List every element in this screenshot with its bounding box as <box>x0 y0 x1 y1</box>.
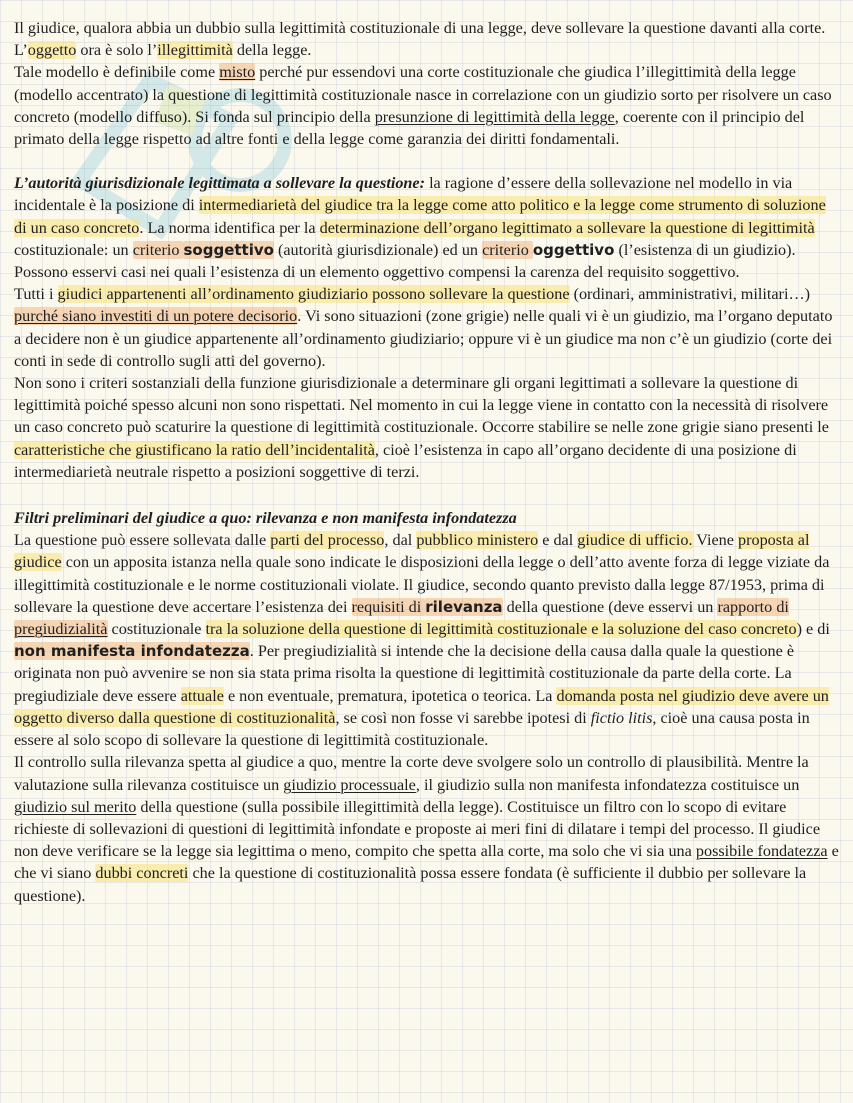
highlight: criterio <box>132 240 184 259</box>
underline: possibile fondatezza <box>695 842 828 861</box>
highlight: misto <box>219 63 256 82</box>
highlight: pubblico ministero <box>416 531 539 550</box>
paragraph-autorita: L’autorità giurisdizionale legittimata a sollevare la questione: la ragione d’essere della sollevazione nel modello in via incidentale è la posizione di intermediarietà del giudice tra la legge come atto politico e la legge come strumento di soluzione di un caso concreto. La norma identifica per la determinazione dell’organo legittimato a sollevare la questione di legittimità costituzionale: un criterio soggettivo (autorità giurisdizionale) ed un criterio oggettivo (l’esistenza di un giudizio). Possono esservi casi nei quali l’esistenza di un elemento oggettivo compensi la carenza del requisito soggettivo. <box>14 174 826 282</box>
highlight: tra la soluzione della questione di legittimità costituzionale e la soluzione del caso concreto <box>205 620 797 639</box>
paragraph-filtri-heading <box>14 507 842 529</box>
underline: giudizio processuale <box>283 775 416 794</box>
highlight: proposta al giudice <box>14 531 810 572</box>
highlight-bold: soggettivo <box>183 240 274 259</box>
underline: giudizio sul merito <box>14 797 137 816</box>
highlight-bold: non manifesta infondatezza <box>14 642 250 661</box>
highlight: parti del processo <box>270 531 385 550</box>
highlight: dubbi concreti <box>95 864 189 883</box>
highlight: attuale <box>180 686 224 705</box>
highlight: illegittimità <box>157 41 233 60</box>
highlight: requisiti di <box>351 597 426 616</box>
highlight: oggetto <box>27 41 77 60</box>
paragraph-criteri: Non sono i criteri sostanziali della funzione giurisdizionale a determinare gli organi legittimati a sollevare la questione di legittimità poiché spesso alcuni non sono rispettati. Nel momento in cui la legge viene in contatto con la necessità di risolvere un caso concreto può scaturire la questione di legittimità costituzionale. Occorre stabilire se nelle zone grigie siano presenti le caratteristiche che giustificano la ratio dell’incidentalità, cioè l’esistenza in capo all’organo decidente di una posizione di intermediarietà neutrale rispetto a posizioni soggettive di terzi. <box>14 374 829 481</box>
highlight: pregiudizialità <box>14 620 108 639</box>
highlight: giudici appartenenti all’ordinamento giudiziario possono sollevare la questione <box>57 285 570 304</box>
section-heading: L’autorità giurisdizionale legittimata a sollevare la questione: <box>14 174 426 193</box>
highlight: rapporto di <box>717 597 789 616</box>
paragraph-modello-misto: Tale modello è definibile come misto perché pur essendovi una corte costituzionale che giudica l’illegittimità della legge (modello accentrato) la questione di legittimità costituzionale nasce in correlazione con un giudizio sorto per risolvere un caso concreto (modello diffuso). Si fonda sul principio della presunzione di legittimità della legge, coerente con il principio del primato della legge rispetto ad altre fonti e della legge come garanzia dei diritti fondamentali. <box>14 63 832 149</box>
section-heading: Filtri preliminari del giudice a quo: rilevanza e non manifesta infondatezza <box>14 509 517 528</box>
italic-term: fictio litis <box>590 708 653 727</box>
paragraph-giudici: Tutti i giudici appartenenti all’ordinamento giudiziario possono sollevare la questione (ordinari, amministrativi, militari…) purché siano investiti di un potere decisorio. Vi sono situazioni (zone grigie) nelle quali vi è un giudizio, ma l’organo deputato a decidere non è un giudice appartenente all’ordinamento giudiziario; oppure vi è un giudice ma non c’è un giudizio (corte dei conti in sede di controllo sugli atti del governo). <box>14 285 833 370</box>
paragraph-filtri: La questione può essere sollevata dalle parti del processo, dal pubblico ministero e dal giudice di ufficio. Viene proposta al giudice con un apposita istanza nella quale sono indicate le disposizioni della legge o dell’atto avente forza di legge viziate da illegittimità costituzionale e le norme costituzionali violate. Il giudice, secondo quanto previsto dalla legge 87/1953, prima di sollevare la questione deve accertare l’esistenza dei requisiti di rilevanza della questione (deve esservi un rapporto di pregiudizialità costituzionale tra la soluzione della questione di legittimità costituzionale e la soluzione del caso concreto) e di non manifesta infondatezza. Per pregiudizialità si intende che la decisione della causa dalla quale la questione è originata non può avvenire se non sia stata prima risolta la questione di legittimità costituzionale da parte della corte. La pregiudiziale deve essere attuale e non eventuale, prematura, ipotetica o teorica. La domanda posta nel giudizio deve avere un oggetto diverso dalla questione di costituzionalità, se così non fosse vi sarebbe ipotesi di fictio litis, cioè una causa posta in essere al solo scopo di sollevare la questione di legittimità costituzionale. <box>14 531 830 750</box>
underline: presunzione di legittimità della legge <box>374 107 615 126</box>
highlight: caratteristiche che giustificano la ratio dell’incidentalità <box>14 440 375 459</box>
paragraph-intro: Il giudice, qualora abbia un dubbio sulla legittimità costituzionale di una legge, deve sollevare la questione davanti alla corte. L’oggetto ora è solo l’illegittimità della legge. <box>14 19 826 60</box>
highlight: criterio <box>482 240 533 259</box>
highlight: domanda posta nel giudizio deve avere un oggetto diverso dalla questione di costituzionalità <box>14 686 829 727</box>
highlight-bold: rilevanza <box>425 597 503 616</box>
highlight: purché siano investiti di un potere decisorio <box>14 307 298 326</box>
document-body <box>14 17 842 907</box>
highlight: intermediarietà del giudice tra la legge come atto politico e la legge come strumento di soluzione di un caso concreto <box>14 196 826 237</box>
paragraph-controllo: Il controllo sulla rilevanza spetta al giudice a quo, mentre la corte deve svolgere solo un controllo di plausibilità. Mentre la valutazione sulla rilevanza costituisce un giudizio processuale, il giudizio sulla non manifesta infondatezza costituisce un giudizio sul merito della questione (sulla possibile illegittimità della legge). Costituisce un filtro con lo scopo di evitare richieste di sollevazioni di questioni di legittimità infondate e proposte ai meri fini di dilatare i tempi del processo. Il giudice non deve verificare se la legge sia legittima o meno, compito che spetta alla corte, ma solo che vi sia una possibile fondatezza e che vi siano dubbi concreti che la questione di costituzionalità possa essere fondata (è sufficiente il dubbio per sollevare la questione). <box>14 753 839 905</box>
bold-term: oggettivo <box>532 240 615 259</box>
highlight: determinazione dell’organo legittimato a sollevare la questione di legittimità <box>319 218 815 237</box>
highlight: giudice di ufficio. <box>577 531 693 550</box>
